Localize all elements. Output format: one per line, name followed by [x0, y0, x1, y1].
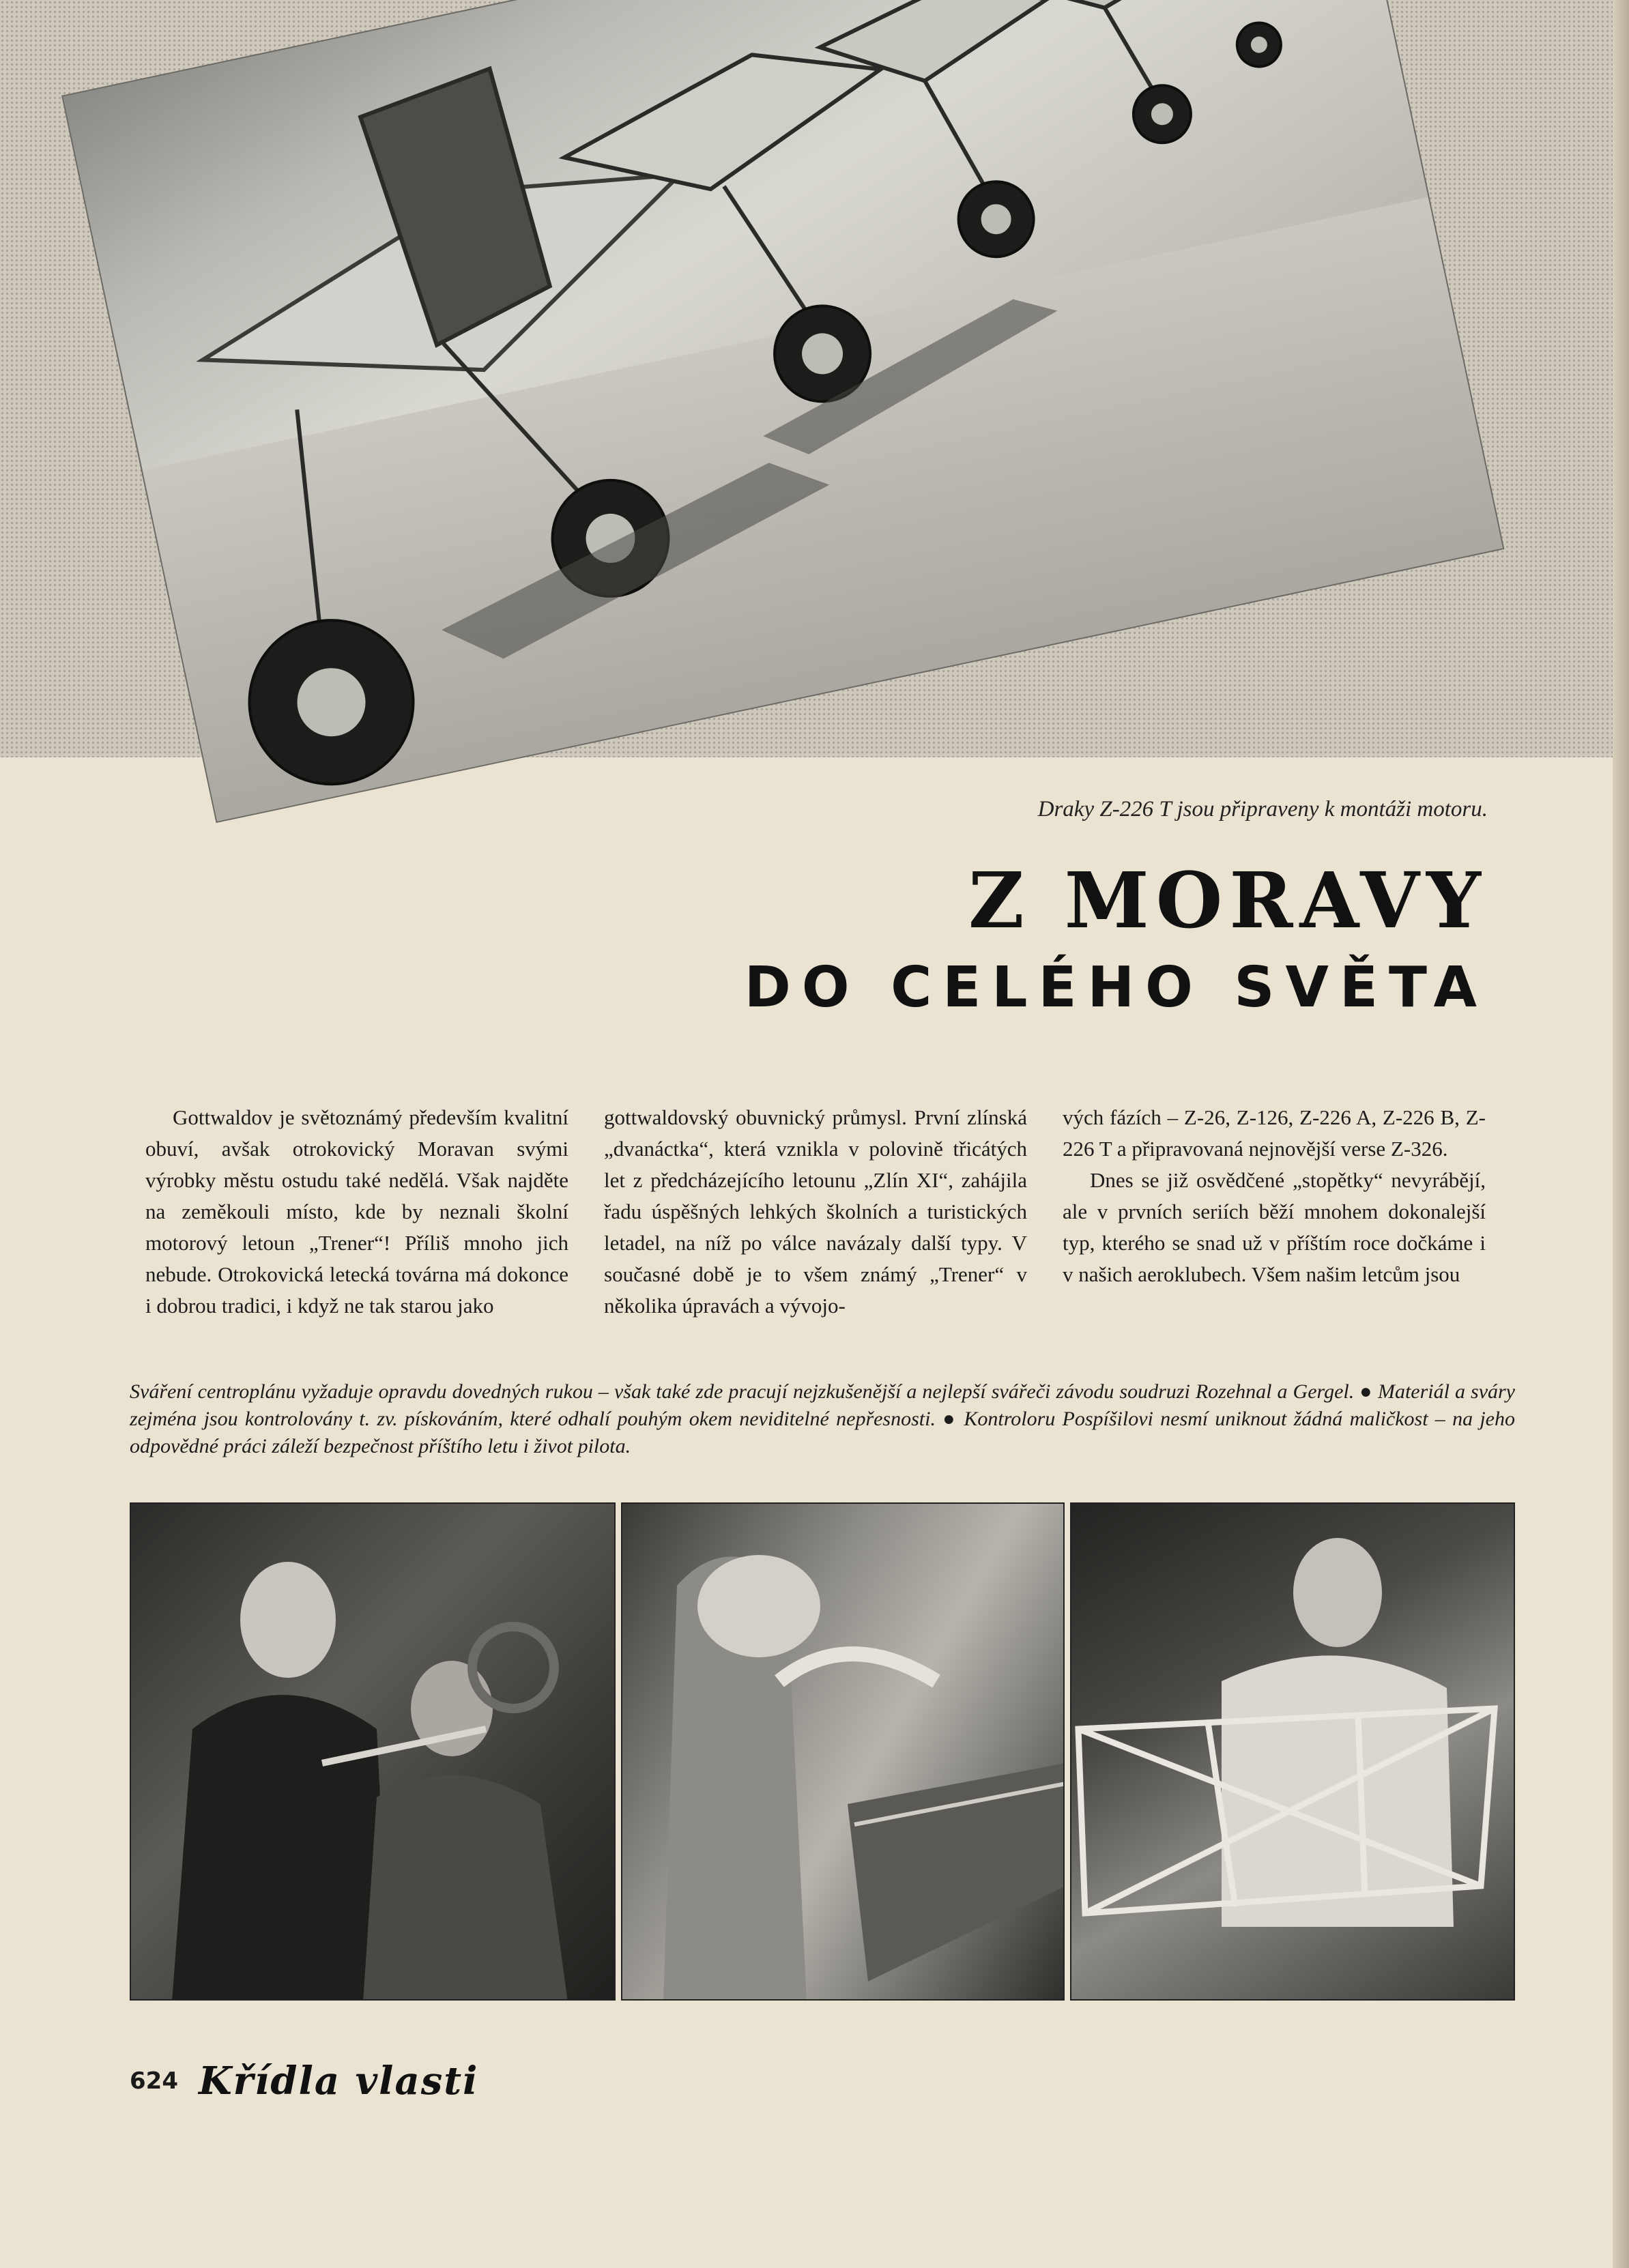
- photo-inspector: [1070, 1502, 1515, 2001]
- photo-sandblasting: [621, 1502, 1065, 2001]
- article-paragraph: Gottwaldov je světoznámý především kvalitní obuví, avšak otrokovický Moravan svými výrobky městu ostudu také nedělá. Však najděte na zeměkouli místo, kde by neznali školní motorový letoun „Trener“! Příliš mnoho jich nebude. Otrokovická letecká továrna má dokonce i dobrou tradici, i když ne tak starou jako: [145, 1105, 568, 1318]
- welders-illustration: [131, 1504, 616, 2001]
- headline-line-1: Z MORAVY: [968, 856, 1488, 946]
- article-paragraph: vých fázích – Z-26, Z-126, Z-226 A, Z-226 B, Z-226 T a připravovaná nejnovější verse Z-326.: [1063, 1105, 1486, 1161]
- magazine-logo: Křídla vlasti: [198, 2059, 479, 2104]
- page-number: 624: [130, 2067, 178, 2095]
- sandblasting-illustration: [622, 1504, 1065, 2001]
- page-footer: [130, 2054, 478, 2108]
- photo-welders: [130, 1502, 616, 2001]
- article-column-1: [145, 1102, 568, 1322]
- article-columns: [145, 1102, 1503, 1322]
- photo-strip-caption: Sváření centroplánu vyžaduje opravdu dovedných rukou – však také zde pracují nejzkušenější a nejlepší svářeči závodu soudruzi Rozehnal a Gergel. ● Materiál a sváry zejména jsou kontrolovány t. zv. pískováním, které odhalí pouhým okem neviditelné nepřesnosti. ● Kontroloru Pospíšilovi nesmí uniknout žádná maličkost – na jeho odpovědné práci záleží bezpečnost příštího letu i život pilota.: [130, 1380, 1515, 1457]
- article-paragraph: gottwaldovský obuvnický průmysl. První zlínská „dvanáctka“, která vznikla v polovině třicátých let z předcházejícího letounu „Zlín XI“, zahájila řadu úspěšných lehkých školních a turistických letadel, na níž po válce navázaly další typy. V současné době je to všem známý „Trener“ v několika úpravách a vývojo-: [604, 1105, 1027, 1318]
- article-column-3: [1063, 1102, 1486, 1322]
- inspector-illustration: [1071, 1504, 1515, 2001]
- main-photo-caption: Draky Z-226 T jsou připraveny k montáži motoru.: [1037, 797, 1488, 822]
- article-paragraph: Dnes se již osvědčené „stopětky“ nevyrábějí, ale v prvních seriích běží mnohem dokonalejší typ, kterého se snad už v příštím roce dočkáme i v našich aeroklubech. Všem našim letcům jsou: [1063, 1168, 1486, 1286]
- page-spine-edge: [1613, 0, 1629, 2268]
- headline-line-2: DO CELÉHO SVĚTA: [744, 955, 1488, 1020]
- article-column-2: [604, 1102, 1027, 1322]
- photo-strip: [130, 1502, 1515, 2001]
